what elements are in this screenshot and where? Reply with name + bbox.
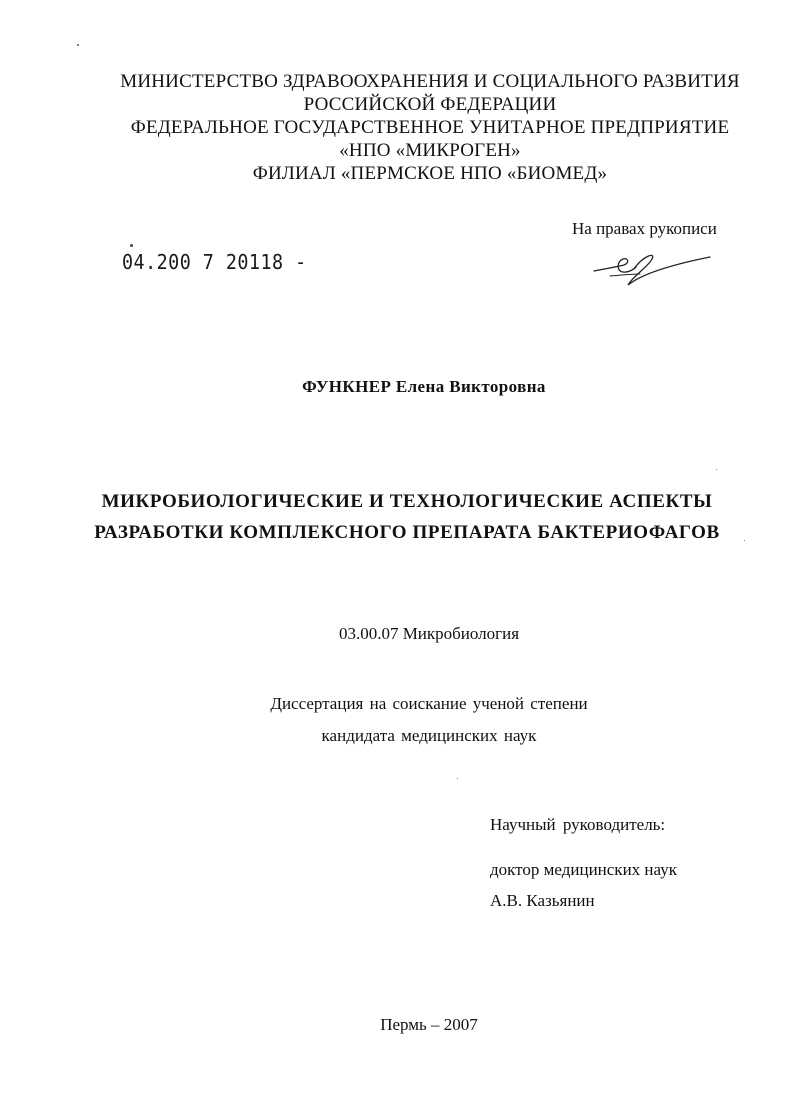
header-line-branch: ФИЛИАЛ «ПЕРМСКОЕ НПО «БИОМЕД»: [252, 163, 608, 184]
scan-speck: [77, 44, 79, 46]
signature-icon: [590, 245, 715, 293]
header-line-federation: РОССИЙСКОЙ ФЕДЕРАЦИИ: [303, 94, 557, 115]
title-line-1: МИКРОБИОЛОГИЧЕСКИЕ И ТЕХНОЛОГИЧЕСКИЕ АСПЕКТЫ: [101, 491, 713, 512]
supervisor-degree: доктор медицинских наук: [490, 860, 677, 879]
dissertation-title: [0, 486, 792, 548]
institution-header: [60, 70, 792, 185]
scan-speck: [744, 540, 745, 541]
scan-speck: [457, 778, 458, 779]
supervisor-name: А.В. Казьянин: [490, 891, 595, 910]
header-line-enterprise: ФЕДЕРАЛЬНОЕ ГОСУДАРСТВЕННОЕ УНИТАРНОЕ ПРЕДПРИЯТИЕ: [130, 117, 730, 138]
registration-stamp: 04.200 7 20118 -: [122, 250, 307, 274]
degree-line-1: Диссертация на соискание ученой степени: [270, 694, 588, 713]
header-line-ministry: МИНИСТЕРСТВО ЗДРАВООХРАНЕНИЯ И СОЦИАЛЬНОГО РАЗВИТИЯ: [120, 71, 740, 92]
supervisor-block: [490, 815, 677, 916]
degree-line-2: кандидата медицинских наук: [321, 726, 537, 745]
scan-speck: [716, 469, 717, 470]
specialty-code: 03.00.07 Микробиология: [338, 624, 520, 643]
scan-speck: [130, 244, 133, 247]
header-line-microgen: «НПО «МИКРОГЕН»: [339, 140, 521, 161]
degree-statement: [0, 688, 792, 752]
place-year: Пермь – 2007: [380, 1015, 478, 1034]
manuscript-note: На правах рукописи: [572, 219, 717, 238]
supervisor-label: Научный руководитель:: [490, 815, 666, 834]
title-line-2: РАЗРАБОТКИ КОМПЛЕКСНОГО ПРЕПАРАТА БАКТЕРИОФАГОВ: [94, 522, 720, 543]
author-name: ФУНКНЕР Елена Викторовна: [302, 377, 546, 396]
